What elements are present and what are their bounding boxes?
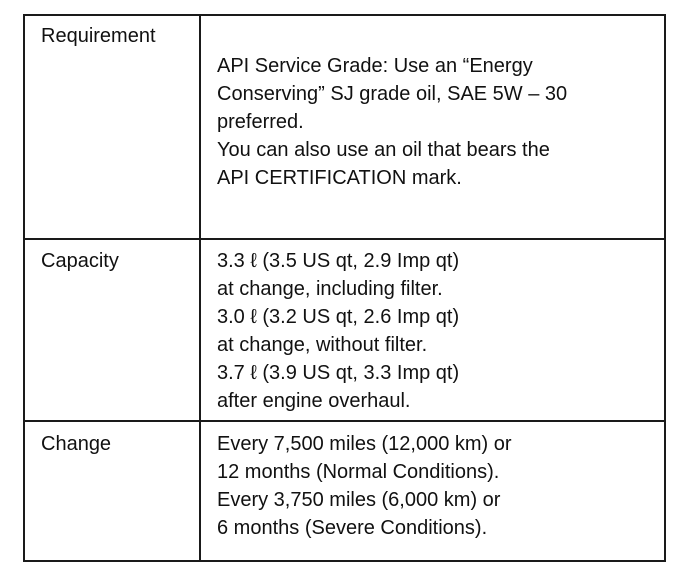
capacity-line: at change, without filter. — [217, 334, 428, 356]
change-line: 6 months (Severe Conditions). — [217, 517, 488, 539]
requirement-line: Conserving” SJ grade oil, SAE 5W – 30 — [217, 83, 568, 105]
requirement-value — [217, 52, 567, 192]
change-line: 12 months (Normal Conditions). — [217, 461, 500, 483]
change-value — [217, 430, 512, 542]
requirement-line: You can also use an oil that bears the — [217, 139, 550, 161]
table-row-change — [25, 422, 664, 560]
capacity-line: 3.3 ℓ (3.5 US qt, 2.9 Imp qt) — [217, 250, 460, 272]
capacity-line: at change, including filter. — [217, 278, 443, 300]
requirement-label: Requirement — [41, 25, 156, 47]
change-line: Every 3,750 miles (6,000 km) or — [217, 489, 501, 511]
capacity-value — [217, 247, 459, 415]
oil-spec-table — [23, 14, 666, 562]
table-row-capacity — [25, 240, 664, 422]
capacity-line: 3.0 ℓ (3.2 US qt, 2.6 Imp qt) — [217, 306, 460, 328]
requirement-line: API CERTIFICATION mark. — [217, 167, 462, 189]
capacity-line: after engine overhaul. — [217, 390, 411, 412]
requirement-line: preferred. — [217, 111, 304, 133]
change-line: Every 7,500 miles (12,000 km) or — [217, 433, 512, 455]
change-label: Change — [41, 433, 112, 455]
requirement-line: API Service Grade: Use an “Energy — [217, 55, 533, 77]
capacity-line: 3.7 ℓ (3.9 US qt, 3.3 Imp qt) — [217, 362, 460, 384]
table-row-requirement — [25, 16, 664, 240]
capacity-label: Capacity — [41, 250, 119, 272]
